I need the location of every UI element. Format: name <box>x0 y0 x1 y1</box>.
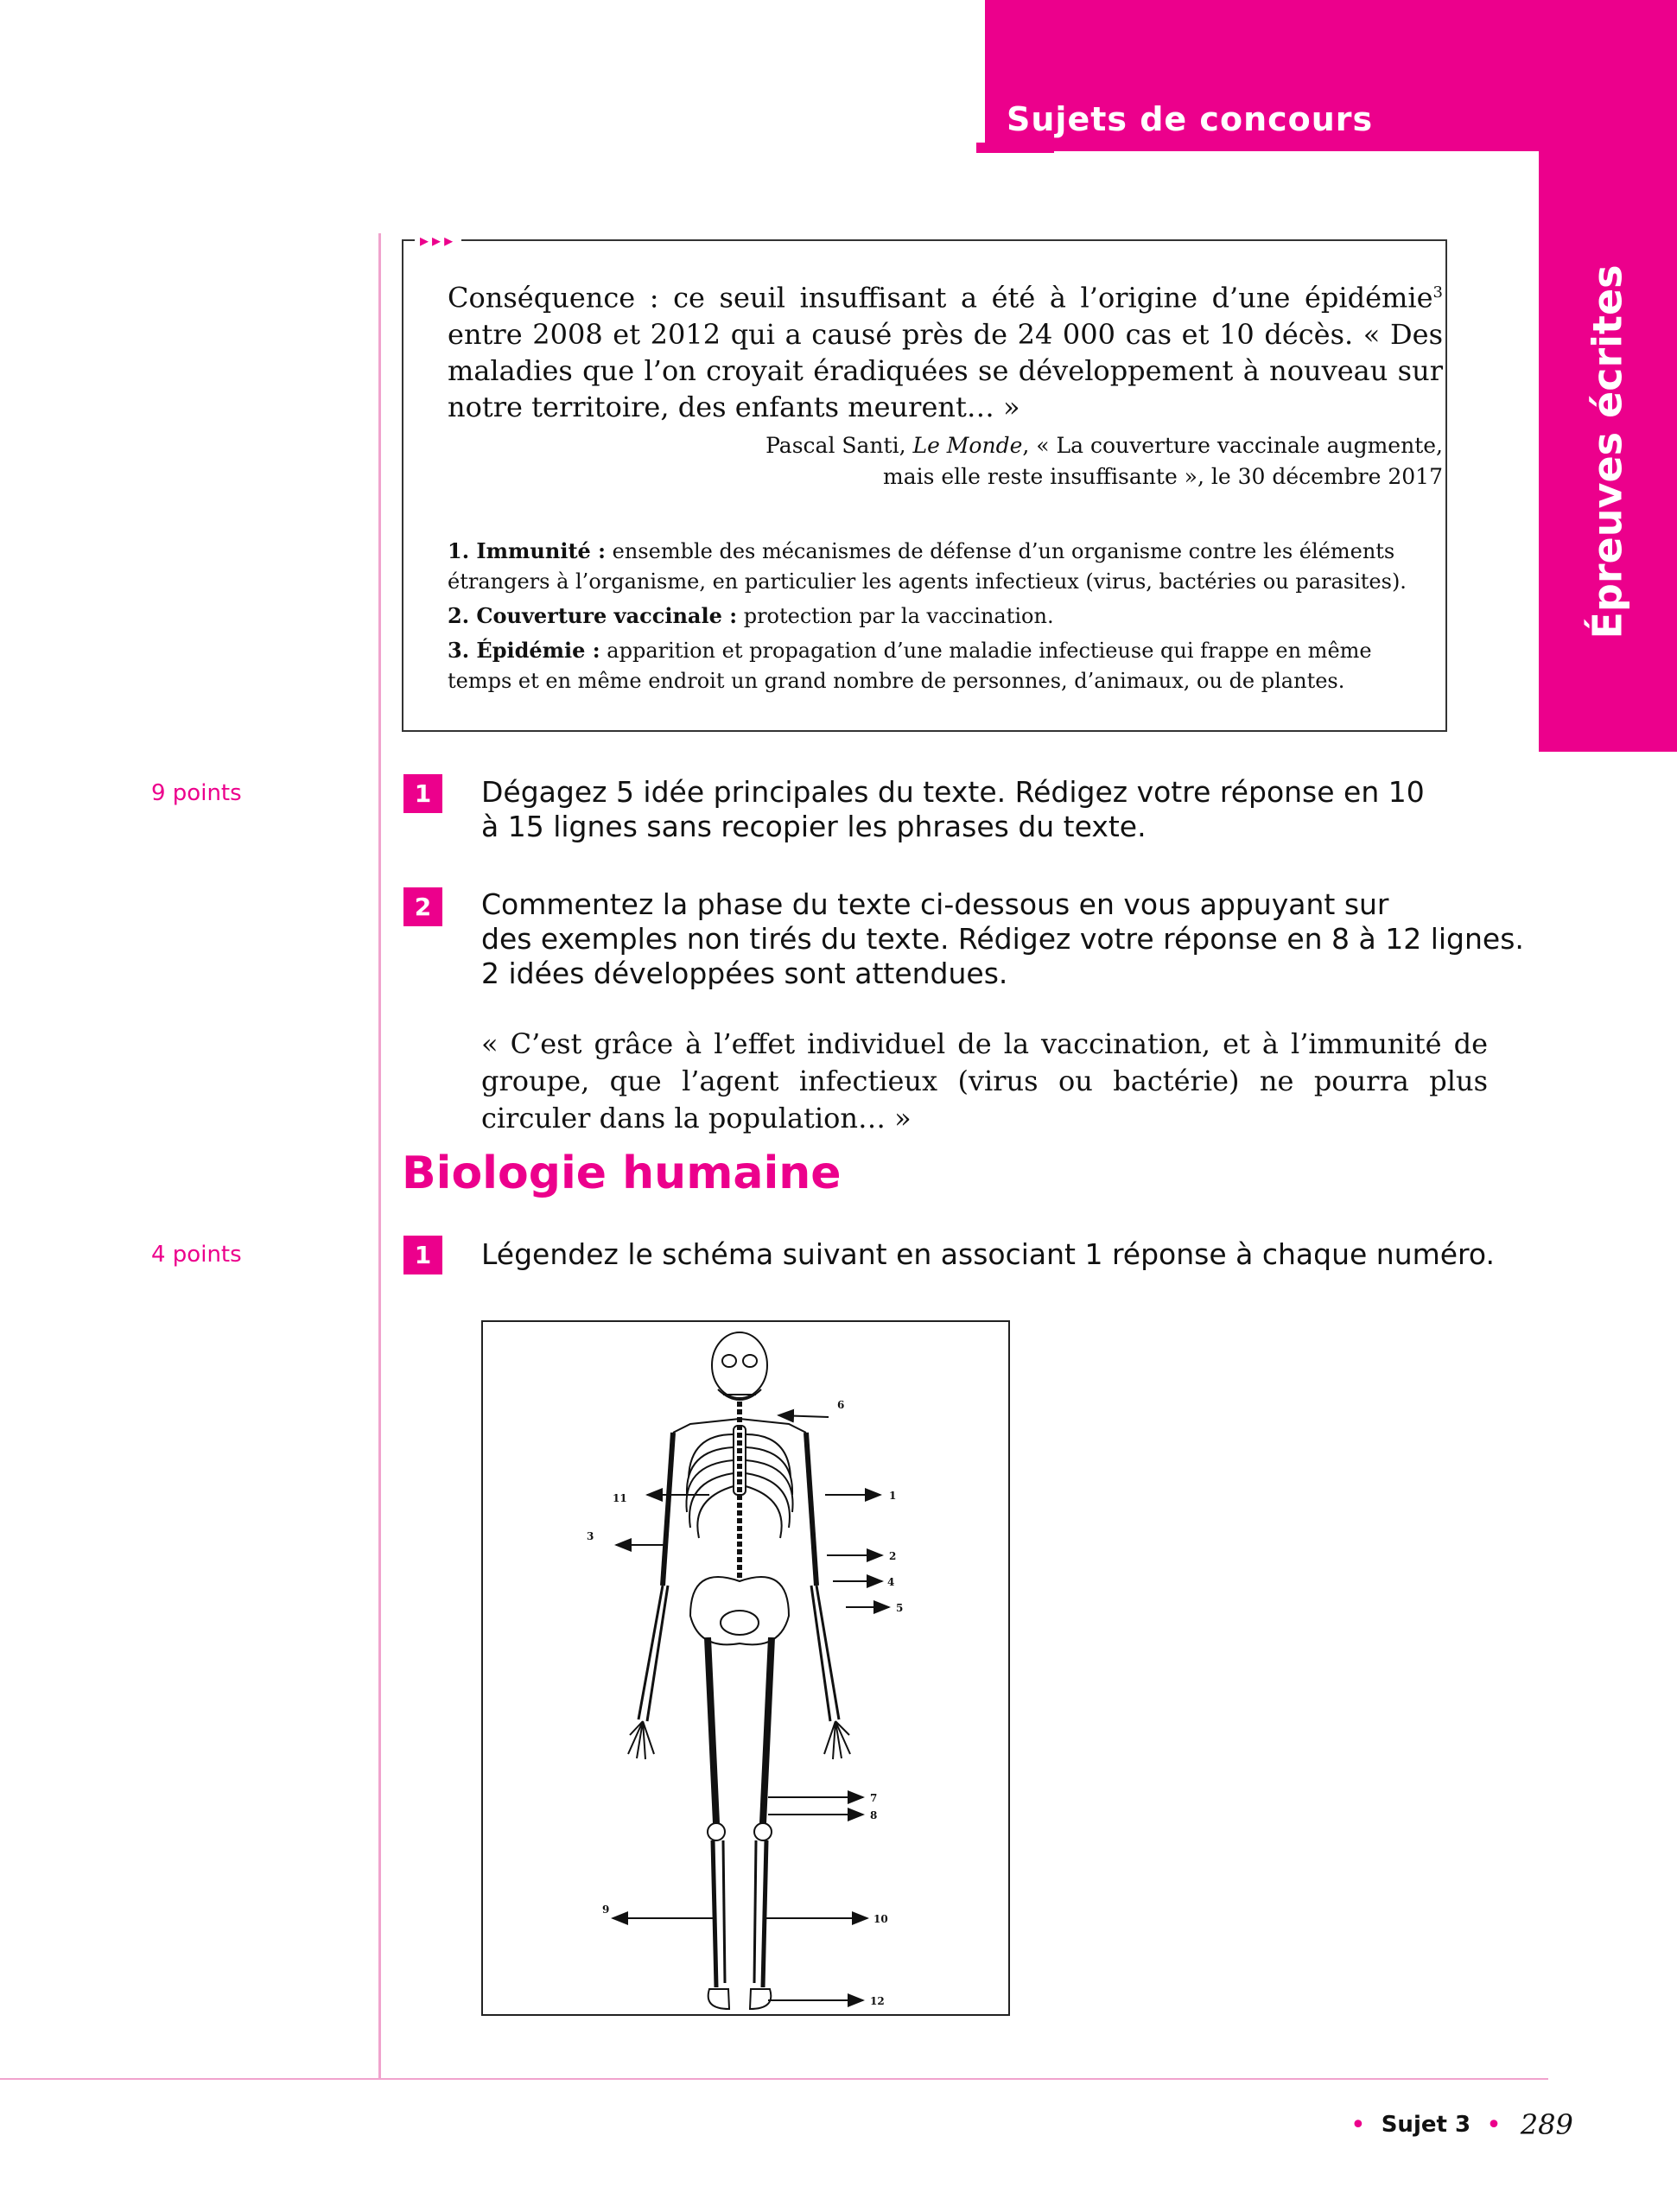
footnote-text: protection par la vaccination. <box>737 604 1054 628</box>
quote-paragraph-start: Conséquence : ce seuil insuffisant a été à l’origine d’une épidémie <box>448 281 1433 315</box>
question-1-text <box>481 775 1425 844</box>
bottom-rule <box>0 2078 1548 2080</box>
source-title: , « La couverture vaccinale augmente, <box>1022 433 1443 458</box>
label-2: 2 <box>889 1550 897 1562</box>
question-badge: 1 <box>403 1236 442 1274</box>
skeleton-drawing <box>628 1332 850 2009</box>
header-title: Sujets de concours <box>1007 100 1374 138</box>
page-number: 289 <box>1520 2108 1573 2141</box>
side-tab-label <box>1539 151 1677 752</box>
footnote-term: 1. Immunité : <box>448 538 607 563</box>
femur-right <box>763 1637 772 1823</box>
question-badge: 2 <box>403 887 442 926</box>
side-tab-text: Épreuves écrites <box>1585 264 1632 639</box>
question-2-text <box>481 887 1524 991</box>
label-10: 10 <box>873 1913 888 1925</box>
bullet-icon: • <box>1350 2109 1366 2140</box>
label-12: 12 <box>870 1995 885 2007</box>
label-9: 9 <box>602 1904 610 1916</box>
humerus-left <box>663 1433 673 1586</box>
source-author: Pascal Santi, <box>765 433 913 458</box>
footnote-2 <box>448 601 1441 632</box>
points-label: 4 points <box>151 1242 242 1268</box>
header-notch <box>976 143 1054 153</box>
question-badge: 1 <box>403 774 442 813</box>
skull <box>712 1332 767 1398</box>
footer-label: Sujet 3 <box>1381 2112 1471 2138</box>
footnote-term: 3. Épidémie : <box>448 638 600 663</box>
label-7: 7 <box>870 1792 878 1804</box>
label-arrows <box>613 1415 889 2000</box>
footnote-text: apparition et propagation d’une maladie infectieuse qui frappe en même temps et en même endroit un grand nombre de personnes, d’animaux, ou de plantes. <box>448 639 1372 693</box>
question-line: à 15 lignes sans recopier les phrases du texte. <box>481 810 1147 843</box>
footnote-term: 2. Couverture vaccinale : <box>448 603 738 628</box>
patella-left <box>708 1823 725 1840</box>
question-line: Commentez la phase du texte ci-dessous en vous appuyant sur <box>481 887 1389 921</box>
section-title: Biologie humaine <box>402 1147 842 1199</box>
bullet-icon: • <box>1486 2109 1502 2140</box>
quote-paragraph <box>448 275 1443 425</box>
skeleton-diagram <box>483 1322 1008 2014</box>
source-date: mais elle reste insuffisante », le 30 décembre 2017 <box>883 464 1443 489</box>
quote-paragraph-end: entre 2008 et 2012 qui a causé près de 24 000 cas et 10 décès. « Des maladies que l’on croyait éradiquées se développement à nouveau sur notre territoire, des enfants meurent… » <box>448 317 1443 423</box>
label-5: 5 <box>896 1602 904 1614</box>
femur-left <box>708 1637 716 1823</box>
question-2-quote: « C’est grâce à l’effet individuel de la vaccination, et à l’immunité de groupe, que l’agent infectieux (virus ou bactérie) ne pourra plus circuler dans la population… » <box>481 1027 1488 1135</box>
question-line: Dégagez 5 idée principales du texte. Rédigez votre réponse en 10 <box>481 775 1425 809</box>
footnote-ref: 3 <box>1432 283 1443 302</box>
clavicle-right <box>740 1419 806 1433</box>
footnote-text: ensemble des mécanismes de défense d’un organisme contre les éléments étrangers à l’organisme, en particulier les agents infectieux (virus, bactéries ou parasites). <box>448 539 1407 594</box>
question-line: des exemples non tirés du texte. Rédigez votre réponse en 8 à 12 lignes. <box>481 922 1524 956</box>
margin-rule <box>378 233 381 2078</box>
label-6: 6 <box>837 1399 845 1411</box>
label-8: 8 <box>870 1809 878 1821</box>
footnote-1 <box>448 536 1441 597</box>
humerus-right <box>806 1433 816 1586</box>
patella-right <box>754 1823 772 1840</box>
points-label: 9 points <box>151 780 242 806</box>
quote-source <box>691 430 1443 493</box>
label-3: 3 <box>587 1530 594 1542</box>
source-journal: Le Monde <box>912 433 1023 458</box>
label-1: 1 <box>889 1490 897 1502</box>
label-4: 4 <box>887 1576 895 1588</box>
footer <box>1335 2108 1573 2141</box>
question-text: Légendez le schéma suivant en associant 1 réponse à chaque numéro. <box>481 1237 1495 1271</box>
label-11: 11 <box>613 1492 627 1504</box>
footnote-3 <box>448 635 1441 696</box>
box-arrows-icon: ▸▸▸ <box>415 230 461 251</box>
question-line: 2 idées développées sont attendues. <box>481 957 1008 990</box>
clavicle-left <box>673 1419 740 1433</box>
